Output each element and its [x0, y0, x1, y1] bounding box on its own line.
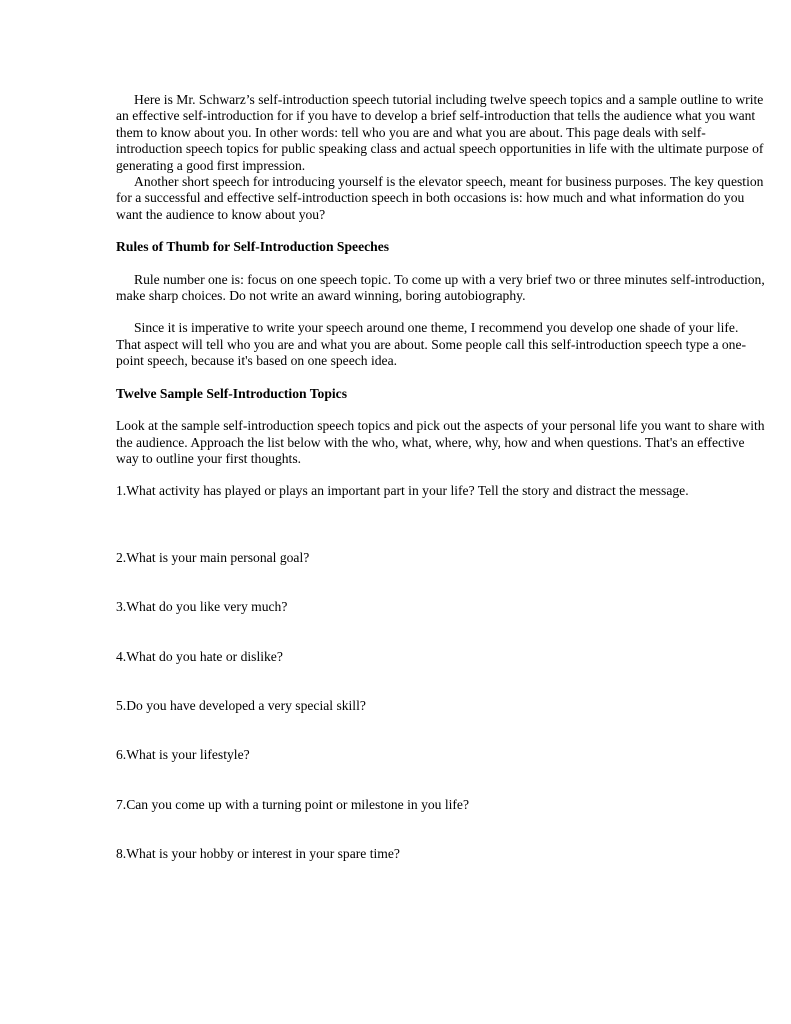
- topics-heading: Twelve Sample Self-Introduction Topics: [116, 385, 347, 401]
- rules-paragraph-2: Since it is imperative to write your speech around one theme, I recommend you develop one shade of your life. That aspect will tell who you are and what you are about. Some people call this self-introduction speech type a one-point speech, because it's based on one speech idea.: [116, 320, 747, 369]
- document-page: [116, 92, 766, 863]
- topics-intro-paragraph: Look at the sample self-introduction speech topics and pick out the aspects of your personal life you want to share with the audience. Approach the list below with the who, what, where, why, how and when questions. That's an effective way to outline your first thoughts.: [116, 418, 765, 466]
- rules-paragraph-1: Rule number one is: focus on one speech topic. To come up with a very brief two or three minutes self-introduction, make sharp choices. Do not write an award winning, boring autobiography.: [116, 271, 765, 304]
- intro-paragraph-2: Another short speech for introducing yourself is the elevator speech, meant for business purposes. The key question for a successful and effective self-introduction speech in both occasions is: how much and what information do you want the audience to know about you?: [116, 174, 764, 222]
- topic-item-5: 5.Do you have developed a very special skill?: [116, 697, 366, 713]
- topic-item-8: 8.What is your hobby or interest in your spare time?: [116, 846, 400, 862]
- rules-heading: Rules of Thumb for Self-Introduction Speeches: [116, 239, 390, 255]
- topic-item-2: 2.What is your main personal goal?: [116, 549, 310, 565]
- topic-item-6: 6.What is your lifestyle?: [116, 747, 250, 763]
- topic-item-1: 1.What activity has played or plays an important part in your life? Tell the story and distract the message.: [116, 483, 689, 499]
- topic-item-7: 7.Can you come up with a turning point or milestone in you life?: [116, 796, 469, 812]
- topic-item-4: 4.What do you hate or dislike?: [116, 648, 283, 664]
- topic-item-3: 3.What do you like very much?: [116, 599, 288, 615]
- intro-paragraph-1: Here is Mr. Schwarz’s self-introduction speech tutorial including twelve speech topics and a sample outline to write an effective self-introduction for if you have to develop a brief self-introduction that tells the audience what you want them to know about you. In other words: tell who you are and what you are about. This page deals with self-introduction speech topics for public speaking class and actual speech opportunities in life with the ultimate purpose of generating a good first impression.: [116, 92, 764, 173]
